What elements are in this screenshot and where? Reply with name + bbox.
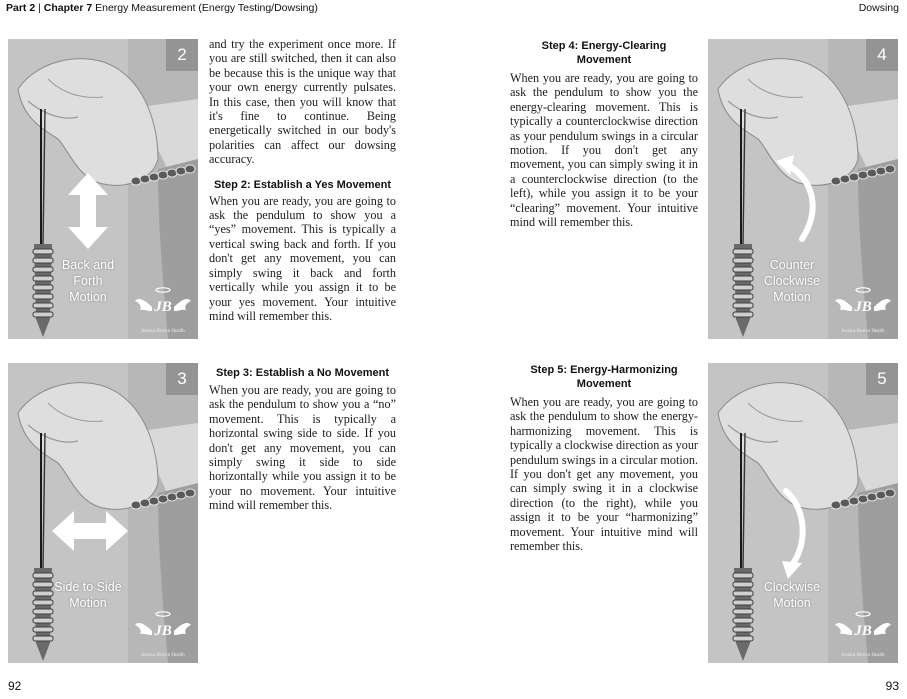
photo-yes-movement xyxy=(8,39,198,339)
logo-mark: JB xyxy=(854,623,872,639)
photo-caption: Clockwise Motion xyxy=(763,580,821,610)
photo-number-badge: 2 xyxy=(166,39,198,71)
photo-harmonizing-movement xyxy=(708,363,898,663)
logo-tagline: Jessica Brown Health xyxy=(841,653,885,658)
running-header-left: Part 2 | Chapter 7 Energy Measurement (Energy Testing/Dowsing) xyxy=(6,2,318,14)
photo-number-badge: 3 xyxy=(166,363,198,395)
logo-tagline: Jessica Brown Health xyxy=(141,329,185,334)
step2-body: When you are ready, you are going to ask the pendulum to show you a “yes” movement. This is typically a vertical swing back and forth. If you don't get any movement, you can simply swing it back and forth vertically while you assign it to be your yes movement. Your intuitive mind will remember this. xyxy=(209,193,396,323)
left-text-column xyxy=(209,37,396,323)
jb-logo xyxy=(134,601,192,659)
logo-tagline: Jessica Brown Health xyxy=(141,653,185,658)
photo-number-badge: 5 xyxy=(866,363,898,395)
photo-caption: Counter Clockwise Motion xyxy=(763,258,821,304)
photo-clearing-movement xyxy=(708,39,898,339)
photo-caption: Side to Side Motion xyxy=(54,580,122,610)
step3-heading: Step 3: Establish a No Movement xyxy=(216,367,389,379)
left-text-column-lower xyxy=(209,366,396,513)
page-number-left: 92 xyxy=(8,679,22,693)
step4-heading: Step 4: Energy-Clearing Movement xyxy=(541,40,667,66)
header-title: Energy Measurement (Energy Testing/Dowsing) xyxy=(95,2,318,14)
photo-no-movement xyxy=(8,363,198,663)
photo-caption: Back and Forth Motion xyxy=(61,258,115,304)
step5-body: When you are ready, you are going to ask the pendulum to show the energy-harmonizing movement. This is typically a clockwise direction as your pendulum swings in a circular motion. If you don't get any movement, you can simply swing it in a clockwise direction (to the right), while you assign it to be your “harmonizing” movement. Your intuitive mind will remember this. xyxy=(510,395,698,554)
step3-body: When you are ready, you are going to ask the pendulum to show you a “no” movement. This is typically a horizontal swing side to side. If you don't get any movement, you can simply swing it side to side horizontally while you assign it to be your no movement. Your intuitive mind will remember this. xyxy=(209,383,396,513)
running-header-right: Dowsing xyxy=(858,2,899,14)
step4-body: When you are ready, you are going to ask the pendulum to show you the energy-clearing movement. This is typically a counterclockwise direction as your pendulum swings in a circular motion. If you don't get any movement, you can simply swing it in a counterclockwise direction (to the left), while you assign it to be your “clearing” movement. Your intuitive mind will remember this. xyxy=(510,71,698,230)
header-part: Part 2 xyxy=(6,2,36,14)
intro-paragraph: and try the experiment once more. If you are still switched, then it can also be because this is the unique way that your own energy currently pulsates. In this case, then you will know that it's fine to continue. Being energetically switched in our body's polarities can affect our dowsing accuracy. xyxy=(209,37,396,167)
jb-logo xyxy=(834,601,892,659)
photo-number-badge: 4 xyxy=(866,39,898,71)
jb-logo xyxy=(134,277,192,335)
logo-mark: JB xyxy=(154,299,172,315)
step2-heading: Step 2: Establish a Yes Movement xyxy=(213,178,392,191)
logo-mark: JB xyxy=(154,623,172,639)
logo-tagline: Jessica Brown Health xyxy=(841,329,885,334)
logo-mark: JB xyxy=(854,299,872,315)
right-text-column-lower xyxy=(510,363,698,553)
right-text-column xyxy=(510,39,698,229)
step5-heading: Step 5: Energy-Harmonizing Movement xyxy=(530,364,678,390)
header-chapter: Chapter 7 xyxy=(43,2,93,14)
page-number-right: 93 xyxy=(885,679,899,693)
jb-logo xyxy=(834,277,892,335)
